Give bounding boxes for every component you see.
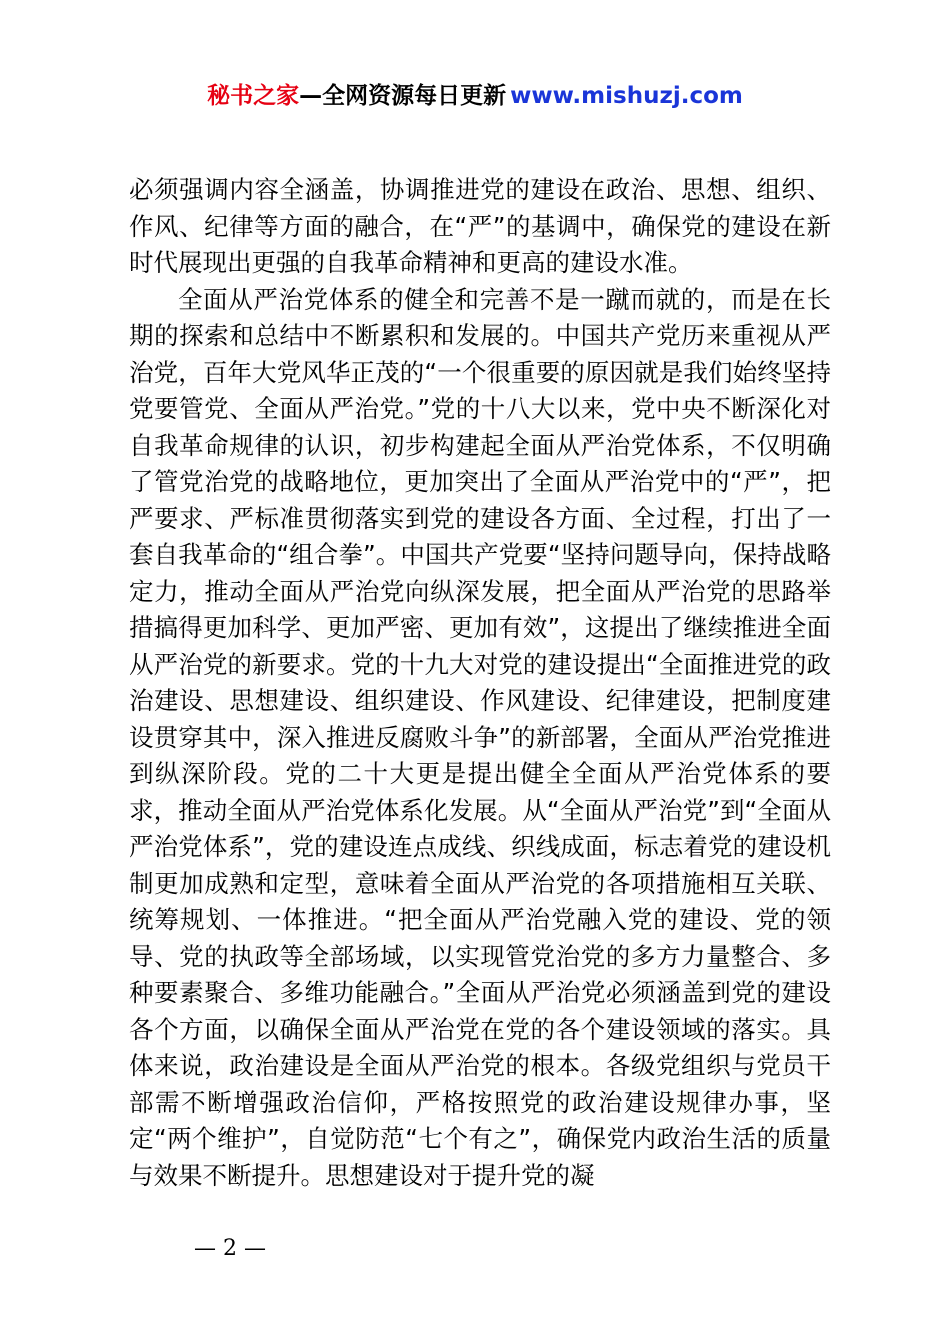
paragraph-continued: 必须强调内容全涵盖，协调推进党的建设在政治、思想、组织、作风、纪律等方面的融合，在“严”的基调中，确保党的建设在新时代展现出更强的自我革命精神和更高的建设水准。 xyxy=(129,175,831,277)
header-url-link[interactable]: www.mishuzj.com xyxy=(510,83,743,109)
header-tagline: —全网资源每日更新 xyxy=(299,83,507,109)
brand-name: 秘书之家 xyxy=(207,83,300,109)
document-body xyxy=(129,172,831,1194)
page-number: — 2 — xyxy=(194,1236,266,1261)
page-header xyxy=(0,80,950,112)
paragraph: 全面从严治党体系的健全和完善不是一蹴而就的，而是在长期的探索和总结中不断累积和发展的。中国共产党历来重视从严治党，百年大党风华正茂的“一个很重要的原因就是我们始终坚持党要管党、全面从严治党。”党的十八大以来，党中央不断深化对自我革命规律的认识，初步构建起全面从严治党体系，不仅明确了管党治党的战略地位，更加突出了全面从严治党中的“严”，把严要求、严标准贯彻落实到党的建设各方面、全过程，打出了一套自我革命的“组合拳”。中国共产党要“坚持问题导向，保持战略定力，推动全面从严治党向纵深发展，把全面从严治党的思路举措搞得更加科学、更加严密、更加有效”，这提出了继续推进全面从严治党的新要求。党的十九大对党的建设提出“全面推进党的政治建设、思想建设、组织建设、作风建设、纪律建设，把制度建设贯穿其中，深入推进反腐败斗争”的新部署，全面从严治党推进到纵深阶段。党的二十大更是提出健全全面从严治党体系的要求，推动全面从严治党体系化发展。从“全面从严治党”到“全面从严治党体系”，党的建设连点成线、织线成面，标志着党的建设机制更加成熟和定型，意味着全面从严治党的各项措施相互关联、统筹规划、一体推进。“把全面从严治党融入党的建设、党的领导、党的执政等全部场域，以实现管党治党的多方力量整合、多种要素聚合、多维功能融合。”全面从严治党必须涵盖到党的建设各个方面，以确保全面从严治党在党的各个建设领域的落实。具体来说，政治建设是全面从严治党的根本。各级党组织与党员干部需不断增强政治信仰，严格按照党的政治建设规律办事，坚定“两个维护”，自觉防范“七个有之”，确保党内政治生活的质量与效果不断提升。思想建设对于提升党的凝 xyxy=(129,284,831,1190)
